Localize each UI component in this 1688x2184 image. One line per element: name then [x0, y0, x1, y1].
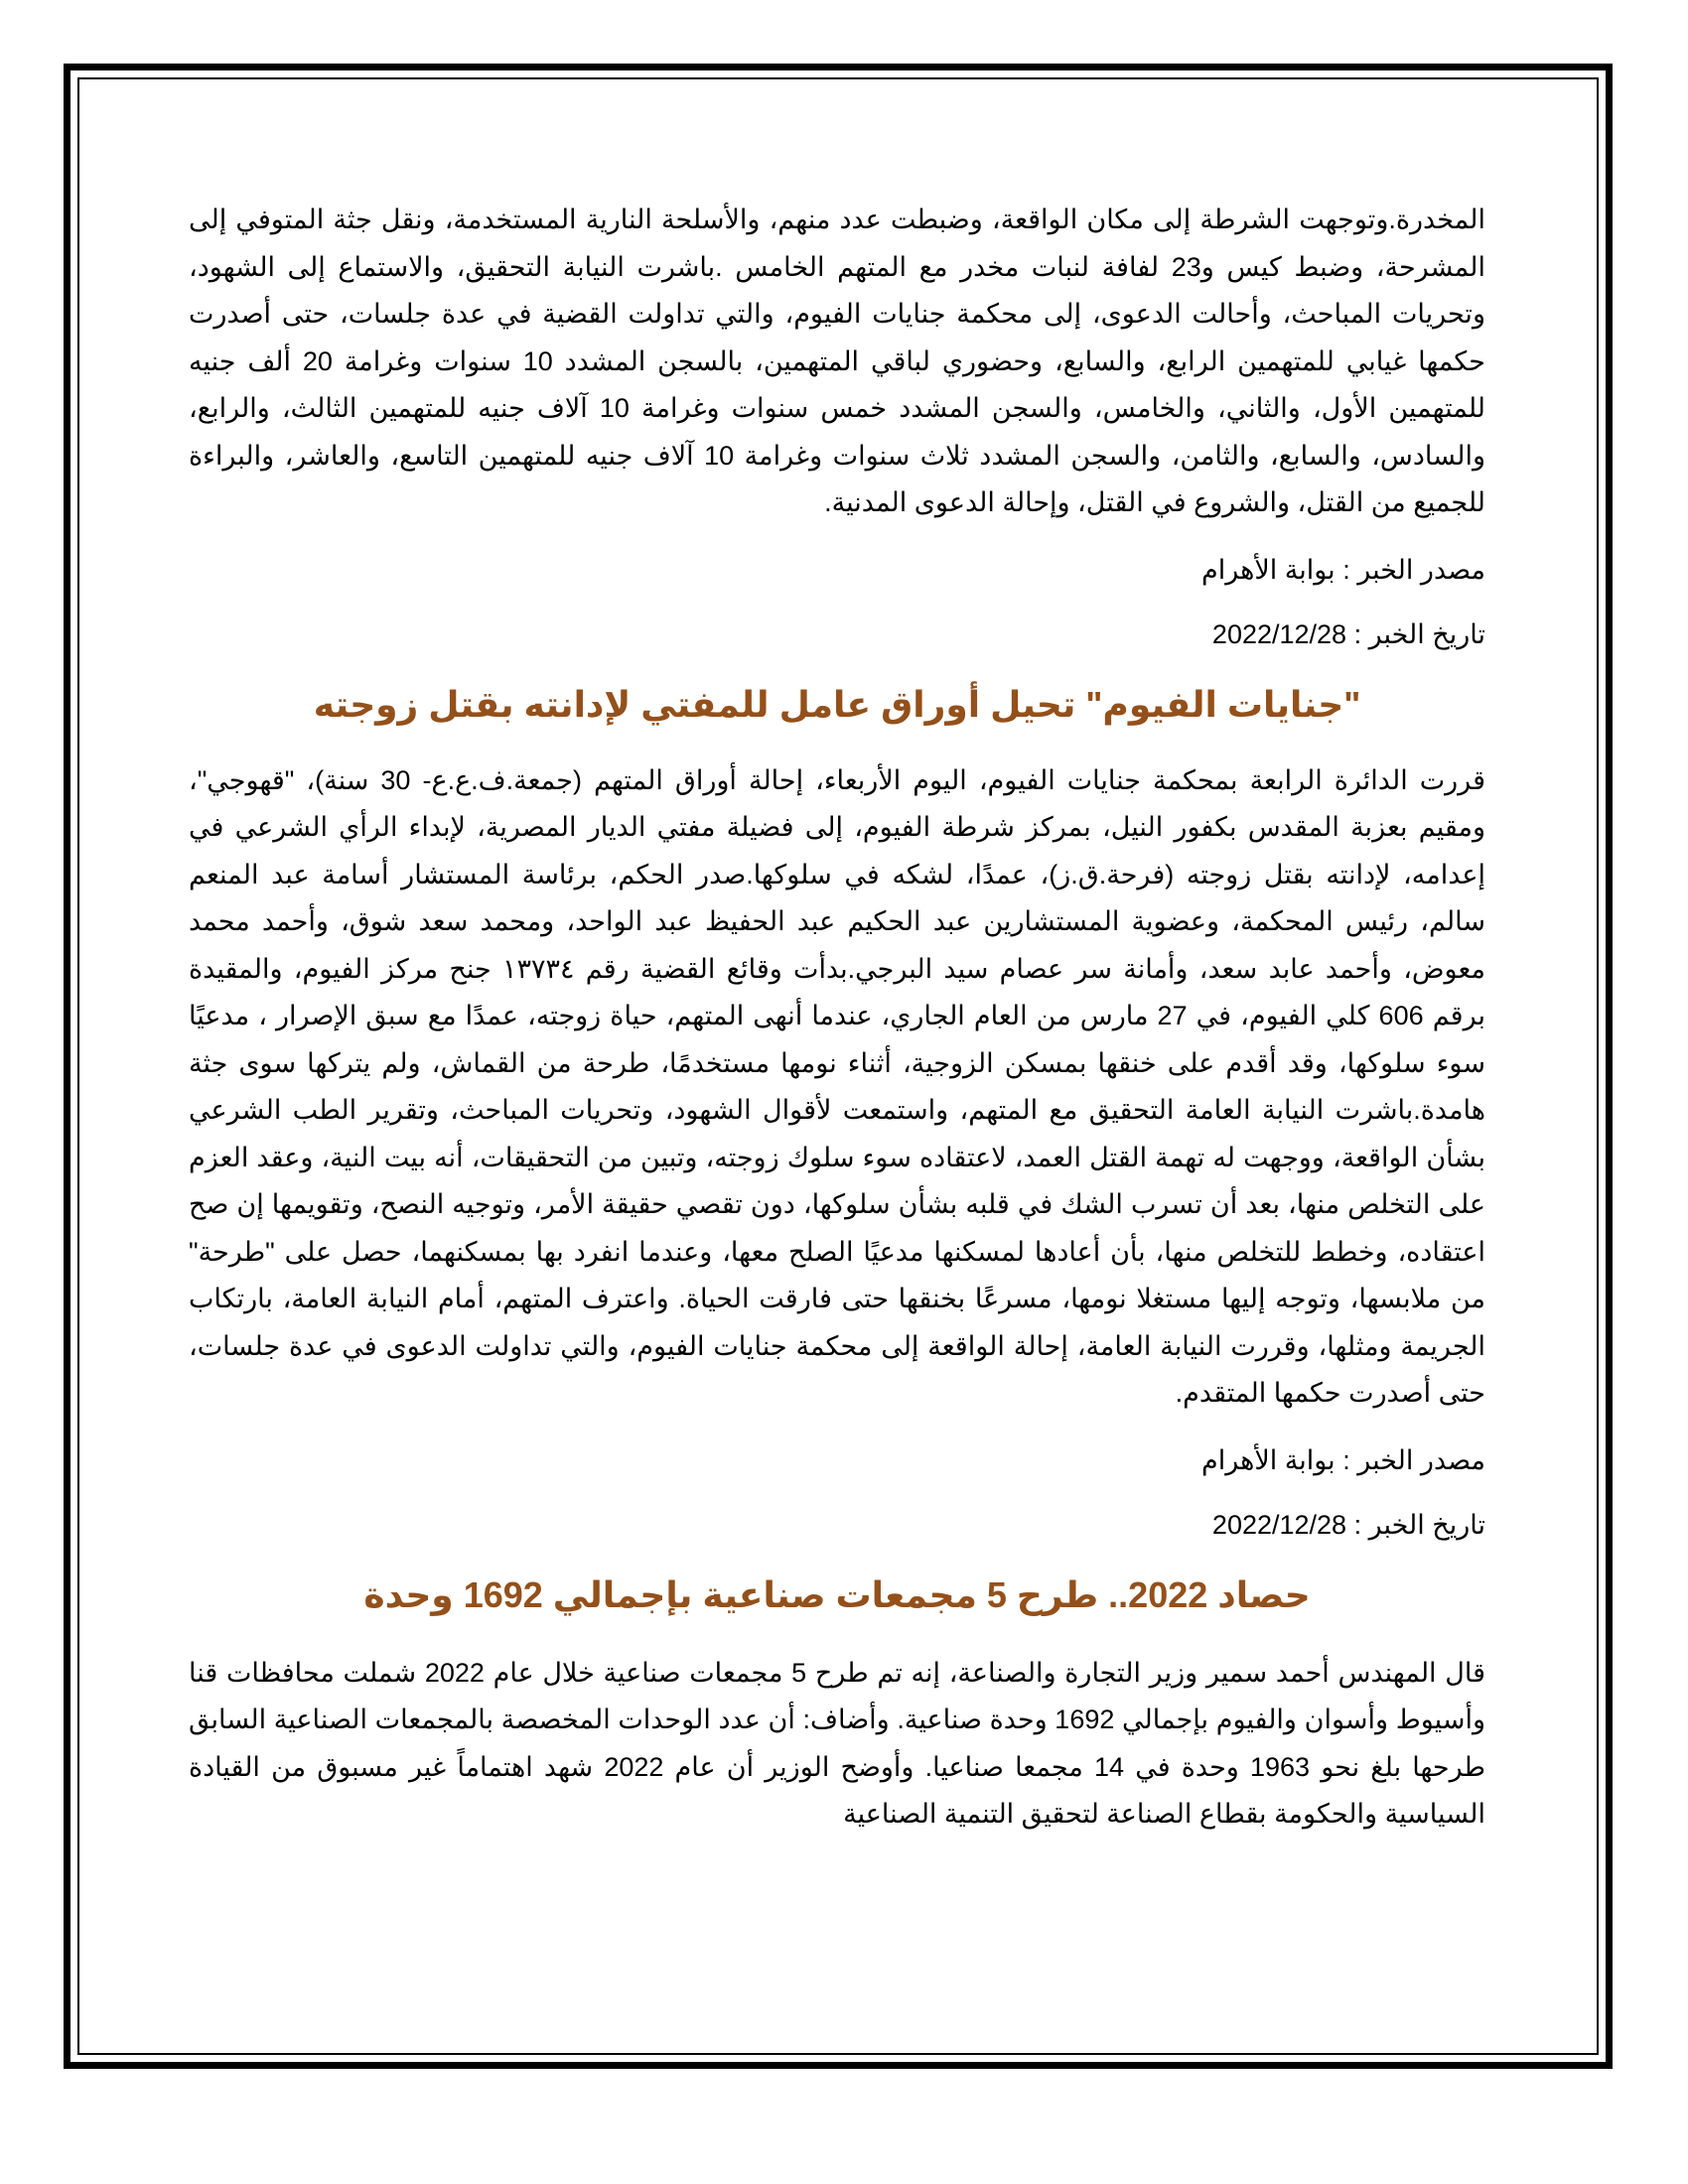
article-1-body: المخدرة.وتوجهت الشرطة إلى مكان الواقعة، وضبطت عدد منهم، والأسلحة النارية المستخدمة، ونقل جثة المتوفي إلى المشرحة، وضبط كيس و23 لفافة لنبات مخدر مع المتهم الخامس .باشرت النيابة التحقيق، والاستماع إلى الشهود، وتحريات المباحث، وأحالت الدعوى، إلى محكمة جنايات الفيوم، والتي تداولت القضية في عدة جلسات، حتى أصدرت حكمها غيابي للمتهمين الرابع، والسابع، وحضوري لباقي المتهمين، بالسجن المشدد 10 سنوات وغرامة 20 ألف جنيه للمتهمين الأول، والثاني، والخامس، والسجن المشدد خمس سنوات وغرامة 10 آلاف جنيه للمتهمين الثالث، والرابع، والسادس، والسابع، والثامن، والسجن المشدد ثلاث سنوات وغرامة 10 آلاف جنيه للمتهمين التاسع، والعاشر، والبراءة للجميع من القتل، والشروع في القتل، وإحالة الدعوى المدنية.: [189, 205, 1486, 517]
article-2-headline: "جنايات الفيوم" تحيل أوراق عامل للمفتي لإدانته بقتل زوجته: [313, 683, 1361, 725]
article-2-body: قررت الدائرة الرابعة بمحكمة جنايات الفيوم، اليوم الأربعاء، إحالة أوراق المتهم (جمعة.ف.ع.ع- 30 سنة)، "قهوجي"، ومقيم بعزبة المقدس بكفور النيل، بمركز شرطة الفيوم، إلى فضيلة مفتي الديار المصرية، لإبداء الرأي الشرعي في إعدامه، لإدانته بقتل زوجته (فرحة.ق.ز)، عمدًا، لشكه في سلوكها.صدر الحكم، برئاسة المستشار أسامة عبد المنعم سالم، رئيس المحكمة، وعضوية المستشارين عبد الحكيم عبد الحفيظ عبد الواحد، ومحمد سعد شوق، وأحمد محمد معوض، وأحمد عابد سعد، وأمانة سر عصام سيد البرجي.بدأت وقائع القضية رقم ١٣٧٣٤ جنح مركز الفيوم، والمقيدة برقم 606 كلي الفيوم، في 27 مارس من العام الجاري، عندما أنهى المتهم، حياة زوجته، عمدًا مع سبق الإصرار ، مدعيًا سوء سلوكها، وقد أقدم على خنقها بمسكن الزوجية، أثناء نومها مستخدمًا، طرحة من القماش، ولم يتركها سوى جثة هامدة.باشرت النيابة العامة التحقيق مع المتهم، واستمعت لأقوال الشهود، وتحريات المباحث، وتقرير الطب الشرعي بشأن الواقعة، ووجهت له تهمة القتل العمد، لاعتقاده سوء سلوك زوجته، وتبين من التحقيقات، أنه بيت النية، وعقد العزم على التخلص منها، بعد أن تسرب الشك في قلبه بشأن سلوكها، دون تقصي حقيقة الأمر، وتوجيه النصح، وتقويمها إن صح اعتقاده، وخطط للتخلص منها، بأن أعادها لمسكنها مدعيًا الصلح معها، وعندما انفرد بها بمسكنهما، حصل على "طرحة" من ملابسها، وتوجه إليها مستغلا نومها، مسرعًا بخنقها حتى فارقت الحياة. واعترف المتهم، أمام النيابة العامة، بارتكاب الجريمة ومثلها، وقررت النيابة العامة، إحالة الواقعة إلى محكمة جنايات الفيوم، والتي تداولت الدعوى في عدة جلسات، حتى أصدرت حكمها المتقدم.: [189, 764, 1485, 1408]
article-2-source: مصدر الخبر : بوابة الأهرام: [1200, 1444, 1485, 1475]
article-2-date: تاريخ الخبر : 2022/12/28: [1211, 1509, 1485, 1540]
article-1-source: مصدر الخبر : بوابة الأهرام: [1200, 554, 1485, 585]
page-content: [189, 197, 1485, 1839]
article-3-headline: حصاد 2022.. طرح 5 مجمعات صناعية بإجمالي 1692 وحدة: [363, 1573, 1311, 1615]
article-3-body: قال المهندس أحمد سمير وزير التجارة والصناعة، إنه تم طرح 5 مجمعات صناعية خلال عام 2022 شملت محافظات قنا وأسيوط وأسوان والفيوم بإجمالي 1692 وحدة صناعية. وأضاف: أن عدد الوحدات المخصصة بالمجمعات الصناعية السابق طرحها بلغ نحو 1963 وحدة في 14 مجمعا صناعيا. وأوضح الوزير أن عام 2022 شهد اهتماماً غير مسبوق من القيادة السياسية والحكومة بقطاع الصناعة لتحقيق التنمية الصناعية: [189, 1657, 1485, 1829]
article-1-date: تاريخ الخبر : 2022/12/28: [1211, 618, 1485, 649]
